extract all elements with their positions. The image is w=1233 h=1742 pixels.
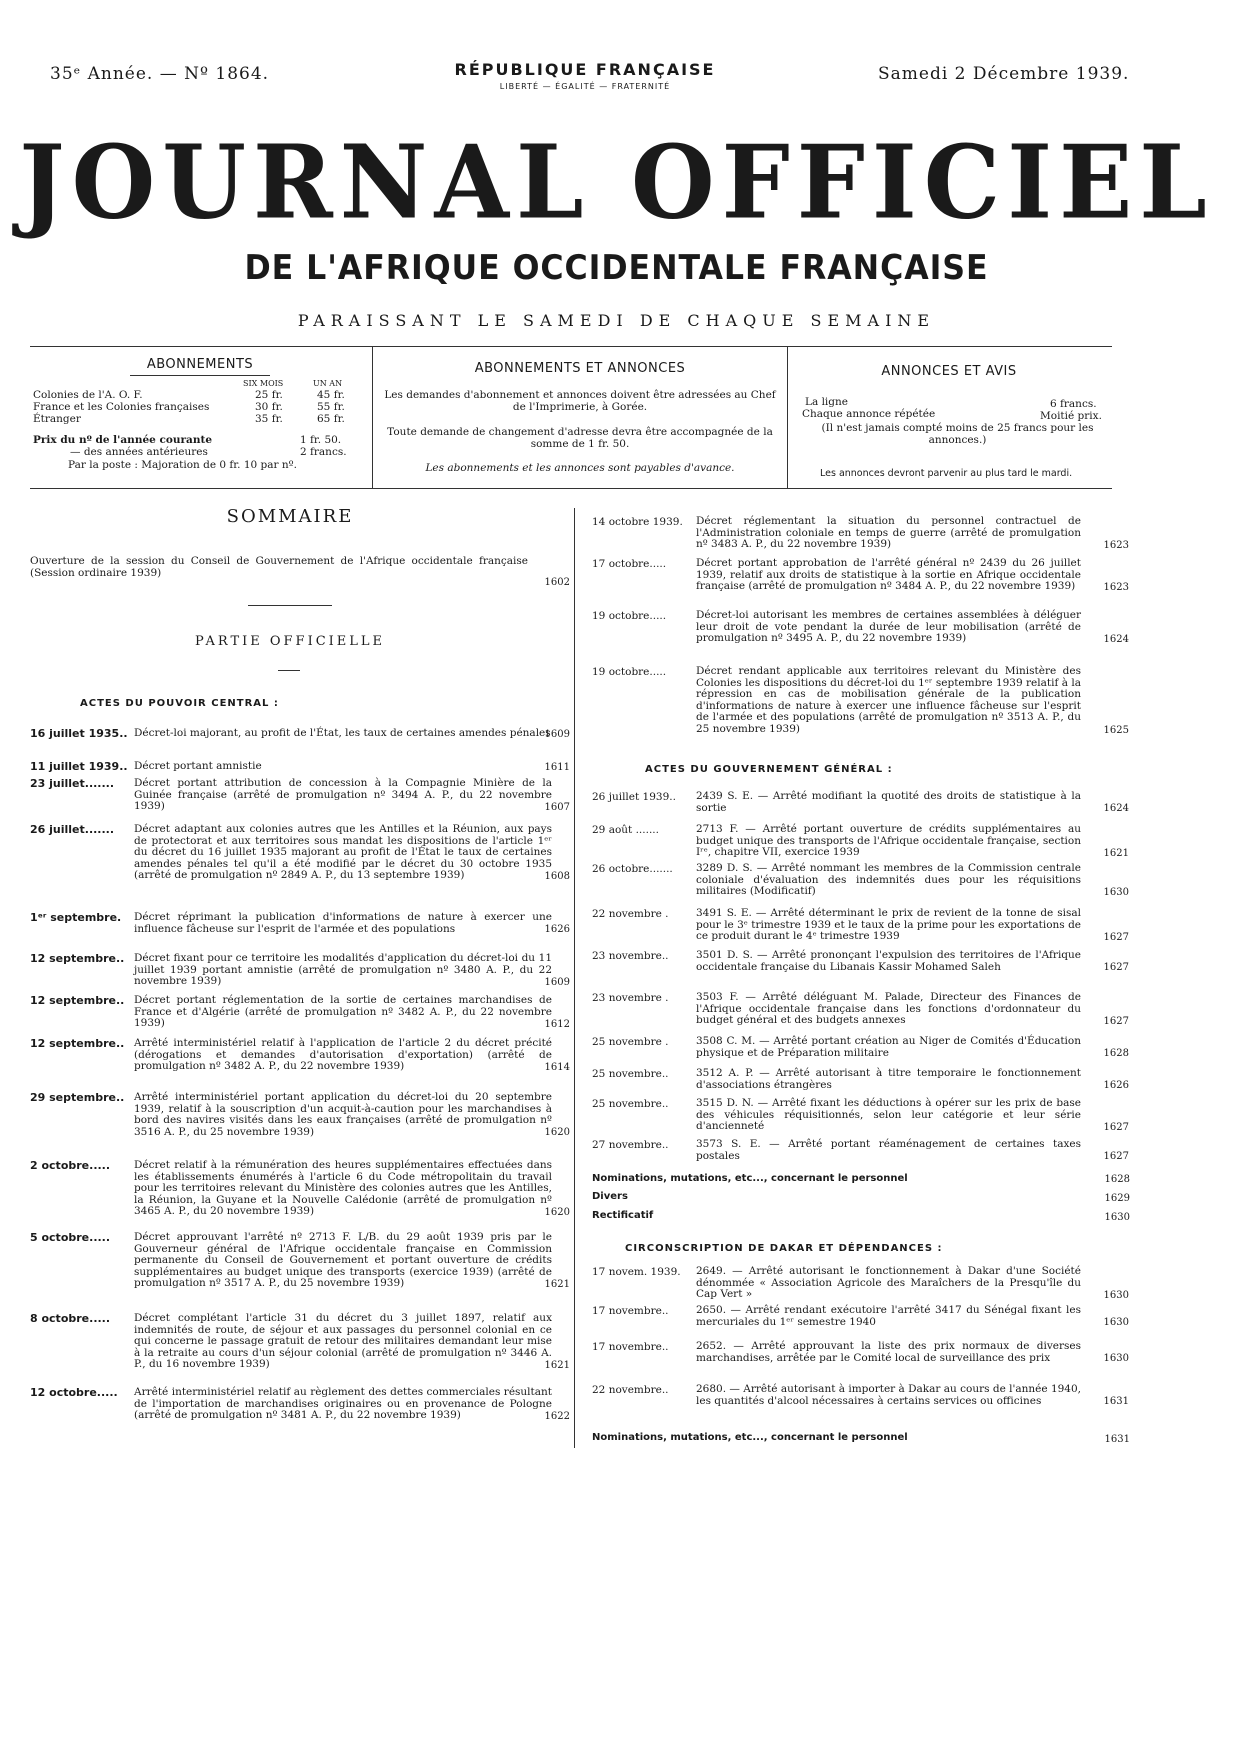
sub-row-year-1: 45 fr. (317, 389, 345, 401)
dakar-act-date: 17 novembre.. (592, 1341, 669, 1353)
general-act-page: 1621 (1103, 847, 1129, 859)
general-heading: ACTES DU GOUVERNEMENT GÉNÉRAL : (645, 764, 893, 775)
general-act-date: 25 novembre.. (592, 1098, 669, 1110)
general-act-page: 1630 (1103, 886, 1129, 898)
masthead-subtitle: DE L'AFRIQUE OCCIDENTALE FRANÇAISE (244, 248, 989, 288)
nominations-page: 1628 (1104, 1174, 1130, 1185)
subscriptions-heading: ABONNEMENTS (146, 357, 254, 372)
column-divider (574, 508, 575, 1448)
sub-row-year-3: 65 fr. (317, 413, 345, 425)
general-act-date: 23 novembre . (592, 992, 669, 1004)
subscriptions-underline (130, 375, 270, 376)
central-act-page: 1608 (544, 870, 570, 882)
rectificatif-line: Rectificatif (592, 1210, 654, 1221)
general-act-date: 27 novembre.. (592, 1139, 669, 1151)
central-act-date: 16 juillet 1935.. (30, 727, 128, 740)
central-act-date: 12 septembre.. (30, 994, 125, 1007)
right-central-act-text: Décret-loi autorisant les membres de certaines assemblées à déléguer leur droit de vote pendant la durée de leur mobilisation (arrêté de promulgation nº 3495 A. P., du 22 novembre 1939) (696, 609, 1081, 645)
central-act-text: Décret-loi majorant, au profit de l'État, les taux de certaines amendes pénales (134, 727, 551, 739)
central-act-text: Arrêté interministériel portant application du décret-loi du 20 septembre 1939, relatif à la souscription d'un acquit-à-caution pour les marchandises à bord des navires visités dans les eaux françaises (arrêté de promulgation nº 3516 A. P., du 25 novembre 1939) (134, 1091, 552, 1138)
divers-line: Divers (592, 1191, 628, 1202)
price-previous-label: — des années antérieures (70, 446, 208, 458)
subs-ads-text-2: Toute demande de changement d'adresse devra être accompagnée de la somme de 1 fr. 50. (387, 426, 773, 450)
central-act-page: 1612 (544, 1018, 570, 1030)
right-central-act-text: Décret portant approbation de l'arrêté général nº 2439 du 26 juillet 1939, relatif aux droits de statistique à la sortie en Afrique occidentale française (arrêté de promulgation nº 3484 A. P., du 22 novembre 1939) (696, 557, 1081, 593)
ads-repeat-label: Chaque annonce répétée (802, 408, 936, 420)
dakar-act-page: 1631 (1103, 1396, 1129, 1408)
box-divider-1 (372, 346, 373, 488)
central-act-page: 1621 (544, 1359, 570, 1371)
general-act-text: 2439 S. E. — Arrêté modifiant la quotité des droits de statistique à la sortie (696, 790, 1081, 814)
central-act-page: 1620 (544, 1127, 570, 1139)
price-current: 1 fr. 50. (300, 434, 342, 446)
central-act-date: 26 juillet....... (30, 823, 115, 836)
ads-line-label: La ligne (805, 396, 848, 408)
central-act-date: 2 octobre..... (30, 1159, 111, 1172)
general-act-text: 3573 S. E. — Arrêté portant réaménagement de certaines taxes postales (696, 1138, 1081, 1162)
dakar-act-date: 17 novembre.. (592, 1305, 669, 1317)
right-central-act-page: 1623 (1103, 581, 1129, 593)
central-act-text: Décret réprimant la publication d'informations de nature à exercer une influence fâcheuse sur l'esprit de l'armée et des populations (134, 911, 552, 935)
right-central-act-date: 19 octobre..... (592, 666, 667, 678)
rectificatif-page: 1630 (1104, 1212, 1130, 1223)
central-act-text: Décret adaptant aux colonies autres que les Antilles et la Réunion, aux pays de protectorat et aux territoires sous mandat les dispositions de l'article 1ᵉʳ du décret du 16 juillet 1935 majorant au profit de l'État le taux de certaines amendes pénales tel qu'il a été modifié par le décret du 30 octobre 1935 (arrêté de promulgation nº 2849 A. P., du 13 septembre 1939) (134, 823, 552, 882)
general-act-text: 3515 D. N. — Arrêté fixant les déductions à opérer sur les prix de base des véhicules réquisitionnés, selon leur catégorie et leur série d'ancienneté (696, 1097, 1081, 1133)
right-central-act-page: 1625 (1103, 724, 1129, 736)
price-current-label: Prix du nº de l'année courante (33, 434, 213, 446)
masthead-title: JOURNAL OFFICIEL (19, 123, 1214, 242)
central-act-page: 1607 (544, 801, 570, 813)
sub-row-label-2: France et les Colonies françaises (33, 401, 210, 413)
central-act-text: Décret fixant pour ce territoire les modalités d'application du décret-loi du 11 juillet 1939 portant amnistie (arrêté de promulgation nº 3480 A. P., du 22 novembre 1939) (134, 952, 552, 988)
right-central-act-date: 19 octobre..... (592, 610, 667, 622)
sub-row-six-1: 25 fr. (255, 389, 283, 401)
central-act-page: 1620 (544, 1206, 570, 1218)
right-central-act-text: Décret rendant applicable aux territoires relevant du Ministère des Colonies les dispositions du décret-loi du 1ᵉʳ septembre 1939 relatif à la répression en cas de mobilisation générale de la publication d'informations de nature à exercer une influence fâcheuse sur l'esprit de l'armée et des populations (arrêté de promulgation nº 3513 A. P., du 25 novembre 1939) (696, 665, 1081, 735)
col-one-year: UN AN (313, 379, 343, 388)
opening-session: Ouverture de la session du Conseil de Gouvernement de l'Afrique occidentale française (Session ordinaire 1939) (30, 555, 528, 579)
dakar-act-date: 17 novem. 1939. (592, 1266, 681, 1278)
dakar-nominations-line: Nominations, mutations, etc..., concernant le personnel (592, 1432, 908, 1443)
issue-date: Samedi 2 Décembre 1939. (878, 64, 1130, 84)
subs-ads-heading: ABONNEMENTS ET ANNONCES (474, 361, 686, 376)
dakar-act-date: 22 novembre.. (592, 1384, 669, 1396)
central-act-page: 1621 (544, 1278, 570, 1290)
central-act-date: 8 octobre..... (30, 1312, 111, 1325)
subs-ads-text-3: Les abonnements et les annonces sont payables d'avance. (425, 462, 735, 474)
nominations-line: Nominations, mutations, etc..., concernant le personnel (592, 1173, 908, 1184)
general-act-page: 1624 (1103, 803, 1129, 815)
year-issue: 35ᵉ Année. — Nº 1864. (50, 64, 270, 84)
general-act-text: 3503 F. — Arrêté déléguant M. Palade, Directeur des Finances de l'Afrique occidentale française dans les fonctions d'ordonnateur du budget général et des budgets annexes (696, 991, 1081, 1027)
sub-row-label-3: Étranger (33, 413, 81, 425)
general-act-text: 3508 C. M. — Arrêté portant création au Niger de Comités d'Éducation physique et de Préparation militaire (696, 1035, 1081, 1059)
central-act-page: 1609 (544, 728, 570, 740)
dakar-act-text: 2650. — Arrêté rendant exécutoire l'arrêté 3417 du Sénégal fixant les mercuriales du 1ᵉʳ semestre 1940 (696, 1304, 1081, 1328)
central-act-page: 1626 (544, 924, 570, 936)
general-act-text: 3289 D. S. — Arrêté nommant les membres de la Commission centrale coloniale d'évaluation des indemnités dues pour les réquisitions militaires (Modificatif) (696, 862, 1081, 898)
dakar-heading: CIRCONSCRIPTION DE DAKAR ET DÉPENDANCES : (625, 1243, 943, 1254)
sub-row-year-2: 55 fr. (317, 401, 345, 413)
publication-frequency: PARAISSANT LE SAMEDI DE CHAQUE SEMAINE (297, 311, 936, 330)
general-act-page: 1627 (1103, 1015, 1129, 1027)
general-act-date: 25 novembre.. (592, 1068, 669, 1080)
post-surcharge: Par la poste : Majoration de 0 fr. 10 par nº. (68, 459, 297, 471)
partie-separator (278, 670, 300, 671)
ads-deadline: Les annonces devront parvenir au plus tard le mardi. (820, 468, 1073, 479)
col-six-months: SIX MOIS (243, 379, 284, 388)
central-act-page: 1622 (544, 1410, 570, 1422)
central-act-text: Décret approuvant l'arrêté nº 2713 F. L/B. du 29 août 1939 pris par le Gouverneur général de l'Afrique occidentale française en Commission permanente du Conseil de Gouvernement et portant ouverture de crédits supplémentaires au budget unique des transports (exercice 1939) (arrêté de promulgation nº 3517 A. P., du 25 novembre 1939) (134, 1231, 552, 1290)
dakar-act-page: 1630 (1103, 1289, 1129, 1301)
sub-row-label-1: Colonies de l'A. O. F. (33, 389, 143, 401)
general-act-page: 1627 (1103, 1151, 1129, 1163)
central-act-text: Arrêté interministériel relatif à l'application de l'article 2 du décret précité (dérogations et demandes d'autorisation d'exportation) (arrêté de promulgation nº 3482 A. P., du 22 novembre 1939) (134, 1037, 552, 1073)
central-act-date: 12 septembre.. (30, 952, 125, 965)
central-act-page: 1609 (544, 976, 570, 988)
general-act-date: 29 août ....... (592, 824, 659, 836)
ads-heading: ANNONCES ET AVIS (881, 364, 1017, 379)
general-act-date: 22 novembre . (592, 908, 669, 920)
dakar-act-page: 1630 (1103, 1317, 1129, 1329)
dakar-nominations-page: 1631 (1104, 1434, 1130, 1445)
central-heading: ACTES DU POUVOIR CENTRAL : (80, 698, 279, 709)
right-central-act-page: 1623 (1103, 539, 1129, 551)
right-central-act-page: 1624 (1103, 633, 1129, 645)
central-act-date: 12 septembre.. (30, 1037, 125, 1050)
general-act-page: 1627 (1103, 962, 1129, 974)
central-act-text: Décret portant attribution de concession à la Compagnie Minière de la Guinée française (arrêté de promulgation nº 3494 A. P., du 22 novembre 1939) (134, 777, 552, 813)
ads-repeat-price: Moitié prix. (1040, 410, 1102, 422)
general-act-page: 1627 (1103, 931, 1129, 943)
general-act-text: 3501 D. S. — Arrêté prononçant l'expulsion des territoires de l'Afrique occidentale française du Libanais Kassir Mohamed Saleh (696, 949, 1081, 973)
central-act-text: Décret portant amnistie (134, 760, 262, 772)
box-bottom-rule (30, 488, 1112, 489)
sub-row-six-3: 35 fr. (255, 413, 283, 425)
central-act-text: Arrêté interministériel relatif au règlement des dettes commerciales résultant de l'importation de marchandises originaires ou en provenance de Pologne (arrêté de promulgation nº 3481 A. P., du 22 novembre 1939) (134, 1386, 552, 1422)
right-central-act-date: 17 octobre..... (592, 558, 667, 570)
central-act-date: 12 octobre..... (30, 1386, 118, 1399)
box-top-rule (30, 346, 1112, 347)
republic-title: RÉPUBLIQUE FRANÇAISE (454, 60, 716, 79)
central-act-text: Décret relatif à la rémunération des heures supplémentaires effectuées dans les établissements énumérés à l'article 6 du Code métropolitain du travail pour les territoires relevant du Ministère des colonies autres que les Antilles, la Réunion, la Guyane et la Nouvelle Calédonie (arrêté de promulgation nº 3465 A. P., du 20 novembre 1939) (134, 1159, 552, 1218)
general-act-page: 1626 (1103, 1080, 1129, 1092)
opening-session-page: 1602 (544, 577, 570, 588)
box-divider-2 (787, 346, 788, 488)
general-act-date: 26 octobre....... (592, 863, 673, 875)
general-act-text: 2713 F. — Arrêté portant ouverture de crédits supplémentaires au budget unique des transports de l'Afrique occidentale française, section Iʳᵉ, chapitre VII, exercice 1939 (696, 823, 1081, 859)
central-act-text: Décret portant réglementation de la sortie de certaines marchandises de France et d'Algérie (arrêté de promulgation nº 3482 A. P., du 22 novembre 1939) (134, 994, 552, 1030)
sub-row-six-2: 30 fr. (255, 401, 283, 413)
general-act-date: 23 novembre.. (592, 950, 669, 962)
general-act-text: 3491 S. E. — Arrêté déterminant le prix de revient de la tonne de sisal pour le 3ᵉ trimestre 1939 et le taux de la prime pour les exportations de ce produit durant le 4ᵉ trimestre 1939 (696, 907, 1081, 943)
republic-motto: LIBERTÉ — ÉGALITÉ — FRATERNITÉ (499, 82, 671, 91)
price-previous: 2 francs. (300, 446, 347, 458)
dakar-act-text: 2652. — Arrêté approuvant la liste des prix normaux de diverses marchandises, arrêtée par le Comité local de surveillance des prix (696, 1340, 1081, 1364)
central-act-date: 11 juillet 1939.. (30, 760, 128, 773)
central-act-text: Décret complétant l'article 31 du décret du 3 juillet 1897, relatif aux indemnités de route, de séjour et aux passages du personnel colonial en ce qui concerne le passage gratuit de retour des militaires demandant leur mise à la retraite au cours d'un séjour colonial (arrêté de promulgation nº 3446 A. P., du 16 novembre 1939) (134, 1312, 552, 1371)
central-act-page: 1611 (544, 761, 570, 773)
general-act-text: 3512 A. P. — Arrêté autorisant à titre temporaire le fonctionnement d'associations étrangères (696, 1067, 1081, 1091)
central-act-page: 1614 (544, 1061, 570, 1073)
dakar-act-text: 2680. — Arrêté autorisant à importer à Dakar au cours de l'année 1940, les quantités d'alcool nécessaires à certains services ou officines (696, 1383, 1081, 1407)
general-act-page: 1627 (1103, 1121, 1129, 1133)
ads-minimum: (Il n'est jamais compté moins de 25 francs pour les annonces.) (821, 422, 1094, 446)
sommaire-heading: SOMMAIRE (226, 506, 354, 527)
dakar-act-text: 2649. — Arrêté autorisant le fonctionnement à Dakar d'une Société dénommée « Association Agricole des Maraîchers de la Presqu'île du Cap Vert » (696, 1265, 1081, 1301)
partie-officielle: PARTIE OFFICIELLE (194, 634, 386, 649)
central-act-date: 29 septembre.. (30, 1091, 125, 1104)
central-act-date: 23 juillet....... (30, 777, 115, 790)
subs-ads-text-1: Les demandes d'abonnement et annonces doivent être adressées au Chef de l'Imprimerie, à Gorée. (384, 389, 776, 413)
right-central-act-text: Décret réglementant la situation du personnel contractuel de l'Administration coloniale en temps de guerre (arrêté de promulgation nº 3483 A. P., du 22 novembre 1939) (696, 515, 1081, 551)
right-central-act-date: 14 octobre 1939. (592, 516, 683, 528)
ads-line-price: 6 francs. (1050, 398, 1097, 410)
central-act-date: 5 octobre..... (30, 1231, 111, 1244)
divers-page: 1629 (1104, 1193, 1130, 1204)
general-act-date: 26 juillet 1939.. (592, 791, 676, 803)
general-act-date: 25 novembre . (592, 1036, 669, 1048)
sommaire-separator (248, 605, 332, 606)
central-act-date: 1ᵉʳ septembre. (30, 911, 122, 924)
general-act-page: 1628 (1103, 1048, 1129, 1060)
dakar-act-page: 1630 (1103, 1353, 1129, 1365)
